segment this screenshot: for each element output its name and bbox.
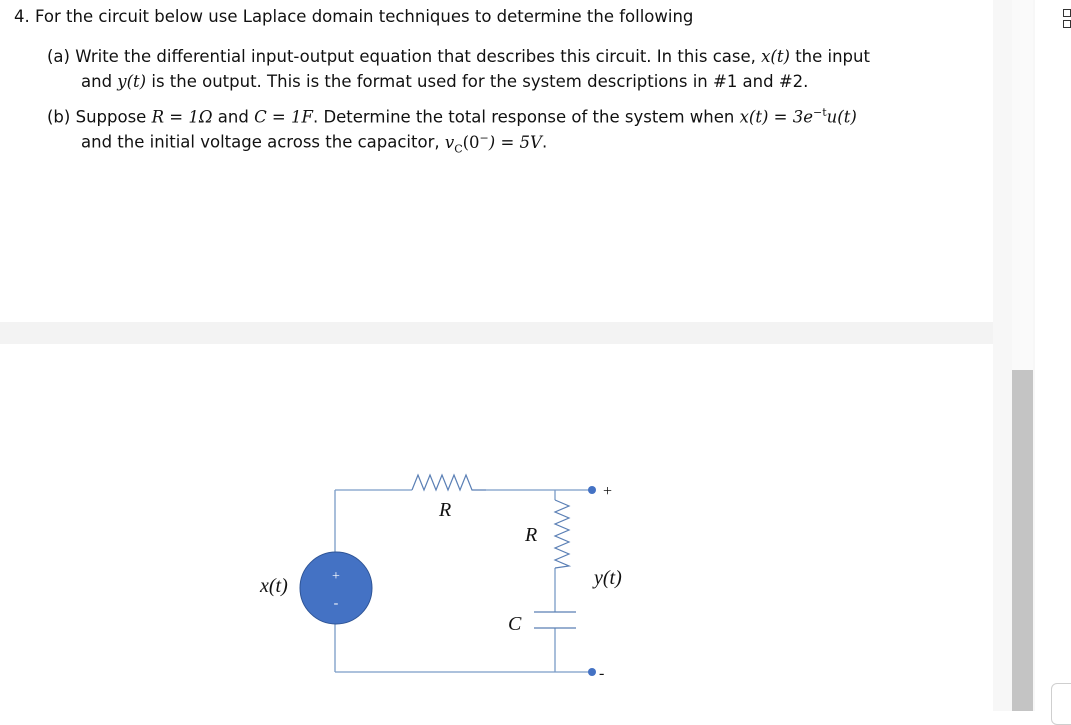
part-b-line-2 xyxy=(81,125,547,161)
section-divider xyxy=(0,322,993,344)
resistor-vertical-label: R xyxy=(525,524,538,546)
expand-icon[interactable] xyxy=(1063,9,1071,17)
part-a-text-3: and xyxy=(81,72,113,91)
capacitor-label: C xyxy=(508,613,522,635)
part-b-and: and xyxy=(217,107,249,127)
part-b-label: (b) xyxy=(47,107,71,127)
resistor-vertical xyxy=(555,500,569,568)
math-c-value: C = 1F xyxy=(254,107,313,127)
voltage-source xyxy=(300,552,372,624)
output-label: y(t) xyxy=(594,567,622,589)
capacitor xyxy=(534,612,576,628)
part-a-text-2: the input xyxy=(795,47,870,66)
resistor-top-label: R xyxy=(439,499,452,521)
part-a-label: (a) xyxy=(47,47,70,66)
circuit-diagram xyxy=(0,344,993,711)
circuit-wires xyxy=(335,490,592,672)
output-terminal-bottom xyxy=(588,668,596,676)
question-intro xyxy=(14,4,693,29)
math-y-t: y(t) xyxy=(117,72,147,91)
source-minus-sign: - xyxy=(333,596,339,611)
scrollbar-thumb[interactable] xyxy=(1012,370,1033,711)
math-vc: $v_C(0^-) = 5V$ xyxy=(444,131,542,155)
output-minus-sign: - xyxy=(599,665,605,682)
math-u-t: u(t) xyxy=(826,107,857,127)
part-b-text-2: and the initial voltage across the capacitor, xyxy=(81,132,440,152)
question-number: 4. xyxy=(14,7,30,26)
output-terminal-top xyxy=(588,486,596,494)
collapse-icon[interactable] xyxy=(1063,20,1071,28)
right-sidebar xyxy=(1035,0,1071,711)
resistor-top xyxy=(412,475,486,490)
source-plus-sign: + xyxy=(332,569,340,584)
math-x-t: x(t) xyxy=(761,47,790,66)
math-exponent: −t xyxy=(812,106,827,119)
output-plus-sign: + xyxy=(603,483,613,500)
part-b-period: . xyxy=(541,132,548,152)
corner-widget[interactable] xyxy=(1051,683,1071,725)
part-a-line-2 xyxy=(81,69,808,94)
input-label: x(t) xyxy=(260,575,288,597)
question-intro-text: For the circuit below use Laplace domain techniques to determine the following xyxy=(35,7,694,26)
math-r-value: R = 1Ω xyxy=(151,107,213,127)
part-a-text-1: Write the differential input-output equation that describes this circuit. In this case, xyxy=(75,47,756,66)
part-b-suppose: Suppose xyxy=(75,107,147,127)
part-b-determine: . Determine the total response of the system when xyxy=(312,107,735,127)
math-x-lhs: x(t) = 3e xyxy=(739,107,813,127)
part-a-text-4: is the output. This is the format used for the system descriptions in #1 and #2. xyxy=(151,72,809,91)
part-a-line-1 xyxy=(47,44,870,69)
